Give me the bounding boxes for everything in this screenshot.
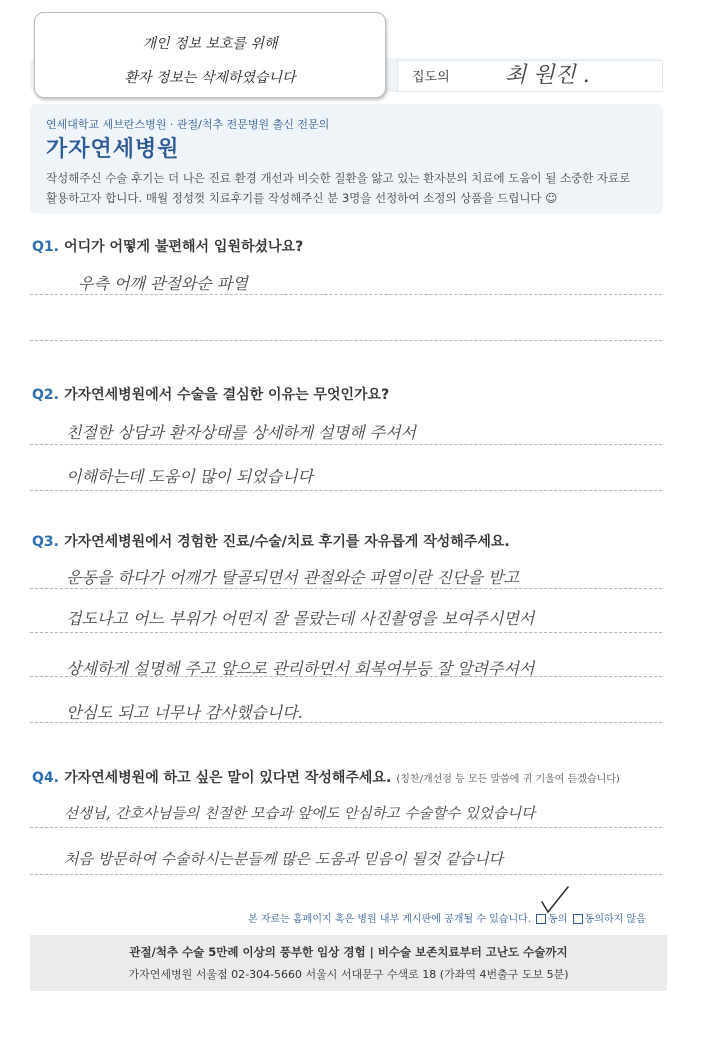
disagree-checkbox[interactable] [573, 914, 583, 924]
question-text: 가자연세병원에 하고 싶은 말이 있다면 작성해주세요. [64, 770, 392, 786]
answer-4-line-2: 처음 방문하여 수술하시는분들께 많은 도움과 믿음이 될것 같습니다 [64, 850, 504, 868]
consent-text: 본 자료는 홈페이지 혹은 병원 내부 게시판에 공개될 수 있습니다. [248, 914, 531, 925]
question-number: Q4. [32, 770, 59, 786]
privacy-notice-line2: 환자 정보는 삭제하였습니다 [124, 70, 296, 86]
privacy-notice-line1: 개인 정보 보호를 위해 [142, 36, 278, 52]
answer-2-line-1: 친절한 상담과 환자상태를 상세하게 설명해 주셔서 [66, 423, 417, 442]
question-number: Q3. [32, 534, 59, 550]
answer-line [30, 294, 662, 295]
answer-line [30, 874, 662, 875]
answer-2-line-2: 이해하는데 도움이 많이 되었습니다 [66, 467, 314, 486]
answer-line [30, 588, 662, 589]
answer-line [30, 722, 662, 723]
footer-tagline: 관절/척추 수술 5만례 이상의 풍부한 임상 경험 | 비수술 보존치료부터 고난도 수술까지 [129, 945, 568, 959]
question-note: (칭찬/개선점 등 모든 말씀에 귀 기울여 듣겠습니다) [396, 774, 620, 785]
intro-description [46, 168, 658, 208]
answer-line [30, 827, 662, 828]
footer-address: 가자연세병원 서울점 02-304-5660 서울시 서대문구 수색로 18 (가좌역 4번출구 도보 5분) [128, 968, 569, 981]
question-text: 어디가 어떻게 불편해서 입원하셨나요? [64, 239, 304, 255]
answer-line [30, 632, 662, 633]
question-text: 가자연세병원에서 수술을 결심한 이유는 무엇인가요? [64, 387, 390, 403]
privacy-notice [34, 12, 386, 98]
hospital-title: 가자연세병원 [46, 137, 180, 162]
checkmark-icon [538, 884, 572, 916]
question-1 [32, 236, 303, 256]
question-text: 가자연세병원에서 경험한 진료/수술/치료 후기를 자유롭게 작성해주세요. [64, 534, 510, 550]
answer-3-line-4: 안심도 되고 너무나 감사했습니다. [66, 703, 303, 722]
intro-line2: 활용하고자 합니다. 매월 정성껏 치료후기를 작성해주신 분 3명을 선정하여 소정의 상품을 드립니다 ☺ [46, 191, 558, 205]
answer-line [30, 340, 662, 341]
answer-4-line-1: 선생님, 간호사님들의 친절한 모습과 앞에도 안심하고 수술할수 있었습니다 [64, 806, 536, 822]
question-number: Q2. [32, 387, 59, 403]
answer-3-line-1: 운동을 하다가 어깨가 탈골되면서 관절와순 파열이란 진단을 받고 [66, 568, 519, 587]
question-number: Q1. [32, 239, 59, 255]
answer-line [30, 490, 662, 491]
answer-3-line-2: 겁도나고 어느 부위가 어떤지 잘 몰랐는데 사진촬영을 보여주시면서 [66, 609, 535, 628]
consent-row [248, 910, 646, 925]
surgeon-handwritten: 최 원진 . [505, 63, 590, 88]
answer-1-line-1: 우측 어깨 관절와순 파열 [78, 274, 248, 293]
question-4 [32, 767, 620, 787]
answer-3-line-3: 상세하게 설명해 주고 앞으로 관리하면서 회복여부등 잘 알려주셔서 [66, 659, 535, 678]
question-2 [32, 384, 389, 404]
intro-line1: 작성해주신 수술 후기는 더 나은 진료 환경 개선과 비슷한 질환을 앓고 있는 환자분의 치료에 도움이 될 소중한 자료로 [46, 171, 631, 185]
hospital-subtitle: 연세대학교 세브란스병원 · 관절/척추 전문병원 출신 전문의 [46, 118, 330, 131]
surgeon-label: 집도의 [412, 70, 450, 85]
answer-line [30, 444, 662, 445]
answer-line [30, 676, 662, 677]
disagree-label: 동의하지 않음 [584, 914, 646, 925]
question-3 [32, 531, 510, 551]
agree-label: 동의 [548, 914, 568, 925]
